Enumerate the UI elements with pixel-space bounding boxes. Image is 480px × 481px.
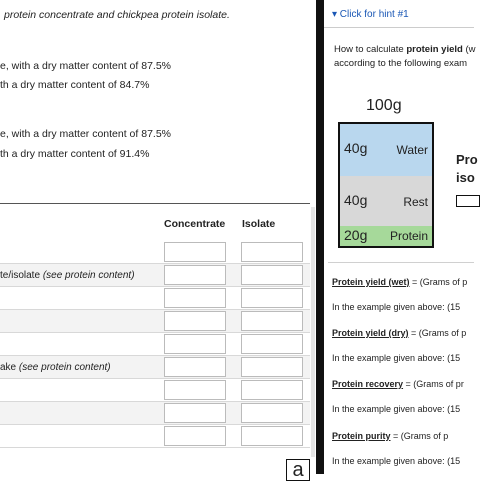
concentrate-input-1[interactable] <box>164 242 226 262</box>
water-segment <box>340 124 432 176</box>
hint-intro-line-1: How to calculate protein yield (w <box>334 44 476 55</box>
intro-text: protein concentrate and chickpea protein isolate. <box>4 9 230 21</box>
section-divider <box>0 203 310 204</box>
scenario-2-line-2: th a dry matter content of 91.4% <box>0 148 150 160</box>
water-amount: 40g <box>344 140 368 156</box>
isolate-input-4[interactable] <box>241 311 303 331</box>
example-protein-purity: In the example given above: (15 <box>332 456 461 466</box>
isolate-input-7[interactable] <box>241 380 303 400</box>
isolate-input-5[interactable] <box>241 334 303 354</box>
water-label: Water <box>396 143 428 157</box>
definition-protein-yield-dry: Protein yield (dry) = (Grams of p <box>332 328 467 338</box>
concentrate-input-8[interactable] <box>164 403 226 423</box>
panel-letter-badge: a <box>286 459 310 481</box>
row-label-isolate: te/isolate (see protein content) <box>0 270 135 281</box>
composition-diagram <box>338 122 434 248</box>
side-box <box>456 195 480 207</box>
section-divider <box>328 262 474 263</box>
definition-protein-purity: Protein purity = (Grams of p <box>332 431 449 441</box>
column-header-concentrate: Concentrate <box>164 218 226 230</box>
hint-panel <box>324 0 478 474</box>
concentrate-input-2[interactable] <box>164 265 226 285</box>
panel-divider <box>316 0 324 474</box>
isolate-input-6[interactable] <box>241 357 303 377</box>
rest-segment <box>340 176 432 226</box>
side-label-line-2: iso <box>456 170 475 185</box>
hint-toggle-link[interactable]: ▾ Click for hint #1 <box>332 9 409 20</box>
concentrate-input-4[interactable] <box>164 311 226 331</box>
concentrate-input-5[interactable] <box>164 334 226 354</box>
isolate-input-1[interactable] <box>241 242 303 262</box>
concentrate-input-7[interactable] <box>164 380 226 400</box>
hint-header <box>324 0 474 28</box>
definition-protein-yield-wet: Protein yield (wet) = (Grams of p <box>332 277 468 287</box>
concentrate-input-6[interactable] <box>164 357 226 377</box>
protein-segment <box>340 226 432 246</box>
column-header-isolate: Isolate <box>242 218 276 230</box>
scenario-1-line-1: e, with a dry matter content of 87.5% <box>0 60 172 72</box>
rest-amount: 40g <box>344 192 368 208</box>
diagram-total-label: 100g <box>366 97 402 114</box>
rest-label: Rest <box>403 195 428 209</box>
definition-protein-recovery: Protein recovery = (Grams of pr <box>332 379 464 389</box>
protein-amount: 20g <box>344 227 368 243</box>
isolate-input-9[interactable] <box>241 426 303 446</box>
hint-intro-line-2: according to the following exam <box>334 58 468 69</box>
concentrate-input-3[interactable] <box>164 288 226 308</box>
scenario-2-line-1: e, with a dry matter content of 87.5% <box>0 128 172 140</box>
concentrate-input-9[interactable] <box>164 426 226 446</box>
isolate-input-8[interactable] <box>241 403 303 423</box>
scrollbar-track[interactable] <box>311 207 315 457</box>
example-protein-yield-dry: In the example given above: (15 <box>332 353 461 363</box>
example-protein-recovery: In the example given above: (15 <box>332 404 461 414</box>
isolate-input-3[interactable] <box>241 288 303 308</box>
example-protein-yield-wet: In the example given above: (15 <box>332 302 461 312</box>
side-label-line-1: Pro <box>456 152 478 167</box>
row-label-cake: ake (see protein content) <box>0 362 111 373</box>
isolate-input-2[interactable] <box>241 265 303 285</box>
protein-label: Protein <box>389 229 428 243</box>
scenario-1-line-2: th a dry matter content of 84.7% <box>0 79 150 91</box>
